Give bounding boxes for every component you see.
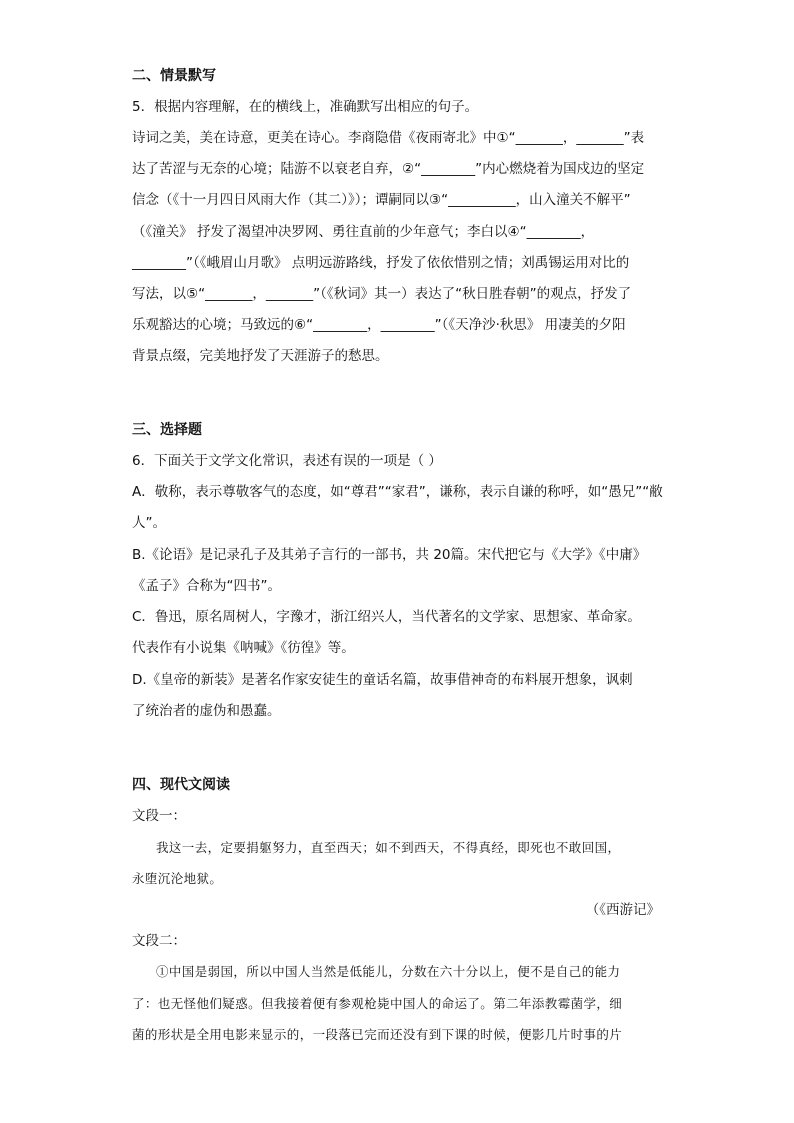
question-5-line-1: 诗词之美，美在诗意，更美在诗心。李商隐借《夜雨寄北》中①“_______，_______”表 (132, 130, 645, 146)
option-a-line-1: A．敬称，表示尊敬客气的态度，如“尊君”“家君”，谦称，表示自谦的称呼，如“愚兄”“敝 (132, 484, 663, 500)
question-5-line-4: （《潼关》 抒发了渴望冲决罗网、勇往直前的少年意气；李白以④“________， (132, 224, 595, 240)
question-5-line-3: 信念（《十一月四日风雨大作（其二）》）；谭嗣同以③“__________，山入潼关不解平” (132, 192, 631, 208)
option-b-line-1: B.《论语》是记录孔子及其弟子言行的一部书，共 20篇。宋代把它与《大学》《中庸》 (132, 547, 647, 563)
option-b-line-2: 《孟子》合称为“四书”。 (132, 578, 281, 594)
passage-1-line-1: 我这一去，定要捐躯努力，直至西天；如不到西天，不得真经，即死也不敢回国， (156, 840, 621, 855)
question-5-line-7: 乐观豁达的心境；马致远的⑥“________，________”（《天净沙·秋思》 用凄美的夕阳 (132, 317, 626, 333)
question-5-stem: 5．根据内容理解，在的横线上，准确默写出相应的句子。 (132, 99, 479, 115)
passage-2-line-3: 菌的形状是全用电影来显示的，一段落已完而还没有到下课的时候，便影几片时事的片 (132, 1027, 623, 1042)
option-c-line-1: C．鲁迅，原名周树人，字豫才，浙江绍兴人，当代著名的文学家、思想家、革命家。 (132, 609, 641, 625)
passage-1-source: （《西游记》 (585, 902, 660, 918)
section-heading-reading: 四、现代文阅读 (132, 777, 230, 793)
question-5-line-6: 写法，以⑤“_______，_______”（《秋词》其一）表达了“秋日胜春朝”的观点，抒发了 (132, 286, 632, 302)
question-5-line-5: ________”（《峨眉山月歌》 点明远游路线，抒发了依依惜别之情；刘禹锡运用对比的 (132, 255, 630, 271)
option-d-line-2: 了统治者的虚伪和愚蠢。 (132, 703, 281, 719)
question-5-line-2: 达了苦涩与无奈的心境；陆游不以衰老自弃，②“________”内心燃烧着为国戍边的坚定 (132, 161, 645, 177)
section-heading-dictation: 二、情景默写 (132, 68, 216, 84)
section-heading-choice: 三、选择题 (132, 422, 202, 438)
option-a-line-2: 人”。 (132, 515, 166, 531)
question-5-line-8: 背景点缀，完美地抒发了天涯游子的愁思。 (132, 348, 389, 364)
passage-1-label: 文段一： (132, 808, 186, 824)
passage-2-label: 文段二： (132, 933, 186, 949)
option-d-line-1: D.《皇帝的新装》是著名作家安徒生的童话名篇，故事借神奇的布料展开想象，讽刺 (132, 672, 633, 688)
passage-1-line-2: 永堕沉沦地狱。 (132, 871, 223, 886)
option-c-line-2: 代表作有小说集《呐喊》《彷徨》等。 (132, 640, 355, 656)
question-6-stem: 6．下面关于文学文化常识，表述有误的一项是（ ） (132, 453, 442, 469)
passage-2-line-1: ①中国是弱国，所以中国人当然是低能儿，分数在六十分以上，便不是自己的能力 (156, 964, 621, 979)
passage-2-line-2: 了：也无怪他们疑惑。但我接着便有参观枪毙中国人的命运了。第二年添教霉菌学，细 (132, 996, 623, 1011)
